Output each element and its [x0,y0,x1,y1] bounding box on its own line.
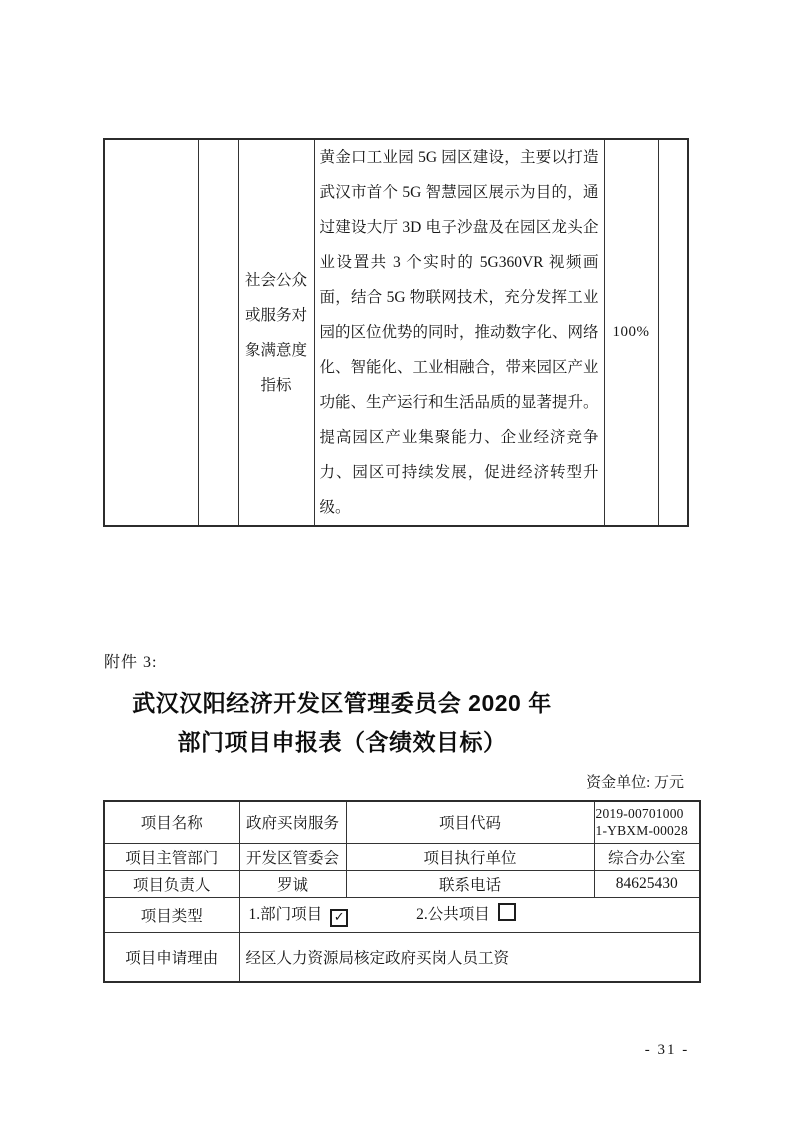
type-option-public-label: 2.公共项目 [416,906,490,923]
exec-unit-label: 项目执行单位 [346,843,594,870]
page-title-line2: 部门项目申报表（含绩效目标） [177,729,507,755]
project-code-value [594,801,700,843]
indicator-description-cell: 黄金口工业园 5G 园区建设，主要以打造武汉市首个 5G 智慧园区展示为目的，通过建设大厅 3D 电子沙盘及在园区龙头企业设置共 3 个实时的 5G360VR 视频画面，结合 5G 物联网技术，充分发挥工业园的区位优势的同时，推动数字化、网络化、智能化、工业相融合，带来园区产业功能、生产运行和生活品质的显著提升。提高园区产业集聚能力、企业经济竞争力、园区可持续发展，促进经济转型升级。 [314,139,604,526]
table-row [104,843,700,870]
type-option-dept-label: 1.部门项目 [248,906,323,923]
page-number: - 31 - [644,1042,690,1058]
check-icon: ✓ [333,910,345,925]
empty-cell [658,139,688,526]
type-options-cell [239,897,700,932]
dept-label: 项目主管部门 [104,843,239,870]
table-row [104,801,700,843]
type-label: 项目类型 [104,897,239,932]
dept-value: 开发区管委会 [239,843,346,870]
attachment-label: 附件 3: [104,654,158,671]
project-code-label: 项目代码 [346,801,594,843]
table-row [104,932,700,982]
leader-value: 罗诚 [239,870,346,897]
empty-cell [198,139,238,526]
empty-cell [104,139,198,526]
table-row [104,870,700,897]
page-title-line1: 武汉汉阳经济开发区管理委员会 2020 年 [132,690,552,716]
application-table [103,800,701,983]
exec-unit-value: 综合办公室 [594,843,700,870]
indicator-row [104,139,688,526]
phone-value: 84625430 [594,870,700,897]
indicator-name-cell: 社会公众或服务对象满意度指标 [238,139,314,526]
phone-label: 联系电话 [346,870,594,897]
project-name-value: 政府买岗服务 [239,801,346,843]
unit-note: 资金单位: 万元 [586,775,684,791]
reason-label: 项目申请理由 [104,932,239,982]
leader-label: 项目负责人 [104,870,239,897]
project-code-line1: 2019-00701000 [595,806,684,822]
indicator-value-cell: 100% [604,139,658,526]
reason-value: 经区人力资源局核定政府买岗人员工资 [239,932,700,982]
indicator-table [103,138,689,527]
checkbox-unchecked-icon[interactable] [498,903,516,921]
table-row [104,897,700,932]
checkbox-checked-icon[interactable] [330,909,348,927]
project-code-line2: 1-YBXM-00028 [595,823,688,839]
page-title [103,684,581,762]
project-name-label: 项目名称 [104,801,239,843]
